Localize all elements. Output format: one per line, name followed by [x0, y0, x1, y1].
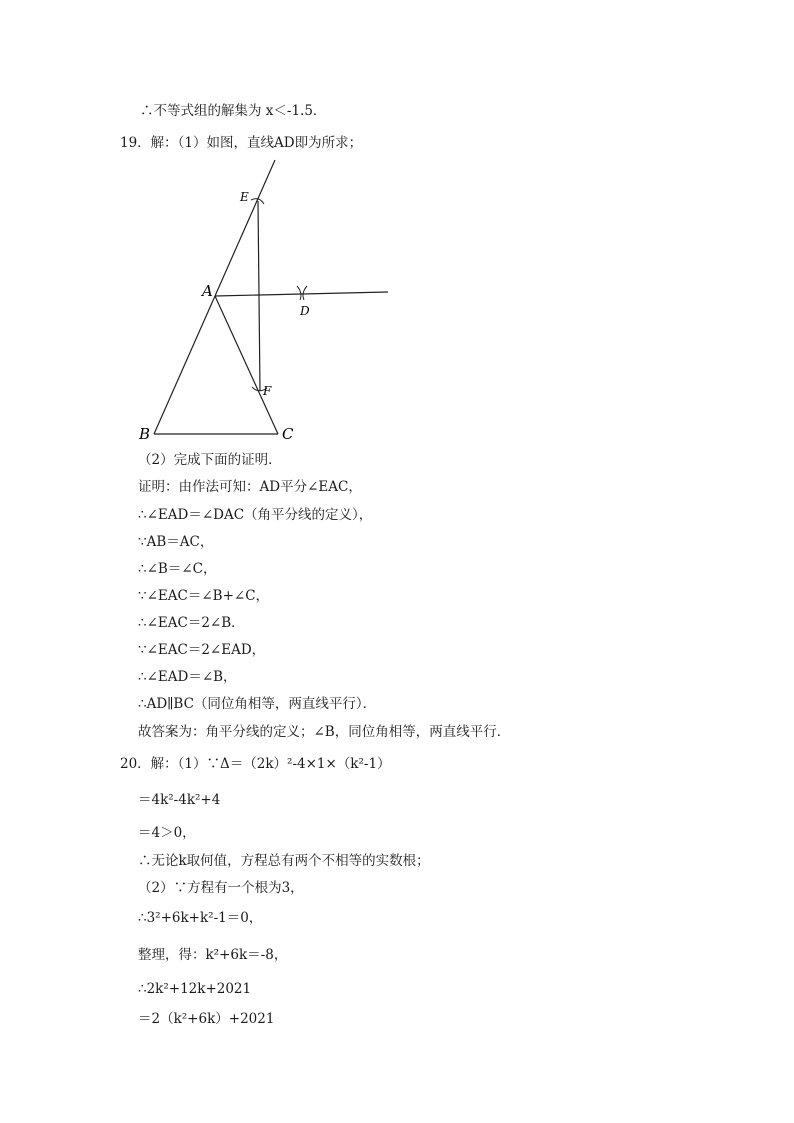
text-line-17: ∴无论k取何值，方程总有两个不相等的实数根； — [138, 853, 430, 869]
side-ac — [215, 296, 278, 434]
text-line-3: （2）完成下面的证明． — [138, 452, 282, 468]
label-a: A — [202, 282, 213, 300]
text-line-2: 19．解：（1）如图，直线AD即为所求； — [120, 135, 363, 151]
text-line-6: ∵AB＝AC， — [138, 534, 214, 550]
label-d: D — [300, 304, 310, 318]
text-line-5: ∴∠EAD＝∠DAC（角平分线的定义）， — [138, 507, 373, 523]
text-line-22: ＝2（k²+6k）+2021 — [138, 1011, 275, 1027]
text-line-13: 故答案为：角平分线的定义；∠B，同位角相等，两直线平行． — [138, 724, 511, 740]
line-ae-extension — [215, 160, 275, 296]
text-line-16: ＝4＞0， — [138, 825, 196, 841]
text-line-10: ∵∠EAC＝2∠EAD， — [138, 642, 266, 658]
text-line-19: ∴3²+6k+k²-1＝0， — [138, 910, 263, 926]
text-line-11: ∴∠EAD＝∠B， — [138, 669, 237, 685]
text-line-20: 整理，得：k²+6k＝-8， — [138, 947, 288, 963]
label-b: B — [139, 425, 151, 443]
side-ab — [154, 296, 215, 434]
text-line-1: ∴不等式组的解集为 x＜-1.5． — [140, 103, 327, 119]
label-c: C — [282, 425, 294, 443]
text-line-21: ∴2k²+12k+2021 — [138, 981, 252, 997]
arc-d-2 — [303, 286, 307, 300]
construction-figure — [130, 155, 400, 455]
arc-d-1 — [297, 286, 301, 300]
text-line-14: 20．解：（1）∵Δ＝（2k）²-4×1×（k²-1） — [120, 756, 391, 772]
text-line-4: 证明：由作法可知：AD平分∠EAC， — [138, 479, 362, 495]
text-line-7: ∴∠B＝∠C， — [138, 561, 217, 577]
text-line-12: ∴AD∥BC（同位角相等，两直线平行）． — [138, 696, 377, 712]
segment-ef — [258, 201, 260, 391]
text-line-8: ∵∠EAC＝∠B+∠C， — [138, 588, 270, 604]
label-f: F — [263, 384, 272, 398]
label-e: E — [240, 190, 249, 204]
text-line-9: ∴∠EAC＝2∠B． — [138, 615, 245, 631]
text-line-18: （2）∵方程有一个根为3， — [138, 880, 304, 896]
text-line-15: ＝4k²-4k²+4 — [138, 792, 221, 808]
